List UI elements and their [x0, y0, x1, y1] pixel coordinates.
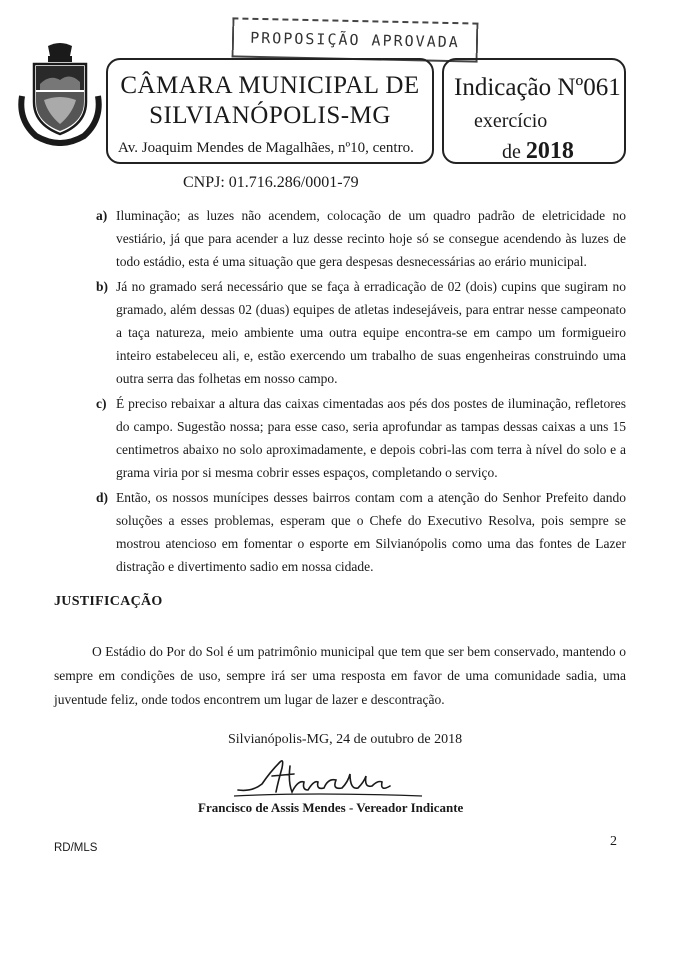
item-letter: a)	[96, 208, 108, 223]
item-letter: b)	[96, 279, 109, 294]
chamber-title-line2: SILVIANÓPOLIS-MG	[149, 102, 391, 129]
signer-name: Francisco de Assis Mendes - Vereador Indicante	[198, 800, 464, 815]
chamber-address: Av. Joaquim Mendes de Magalhães, nº10, centro.	[118, 140, 414, 156]
handwritten-signature	[232, 752, 442, 802]
chamber-title-line1: CÂMARA MUNICIPAL DE	[120, 72, 420, 99]
exercise-label: exercício	[474, 110, 548, 132]
indication-box	[442, 58, 626, 164]
indication-number: Indicação Nº061	[454, 74, 621, 101]
list-item	[96, 486, 626, 578]
item-letter: d)	[96, 490, 109, 505]
justification-text: O Estádio do Por do Sol é um patrimônio municipal que tem que ser bem conservado, mantendo o sempre em condições de uso, sempre irá ser uma resposta em favor de uma comunidade sadia, uma juventude feliz, onde todos encontrem um lugar de lazer e descontração.	[54, 644, 626, 707]
municipal-crest-logo	[14, 40, 106, 146]
place-and-date: Silvianópolis-MG, 24 de outubro de 2018	[228, 732, 463, 747]
approval-stamp: PROPOSIÇÃO APROVADA	[232, 17, 479, 62]
justification-heading: JUSTIFICAÇÃO	[54, 594, 163, 609]
item-text: Já no gramado será necessário que se faça à erradicação de 02 (dois) cupins que sugiram no gramado, além dessas 02 (duas) equipes de atletas indesejáveis, para entrar nesse campeonato a taça natureza, meio ambiente uma outra equipe encontra-se em campo um formigueiro inteiro estabeleceu ali, e, estão exercendo um trabalho de suas engenheiras construindo uma outra serra das folhetas em nosso campo.	[116, 279, 626, 386]
item-letter: c)	[96, 396, 107, 411]
request-items-list	[96, 204, 626, 580]
item-text: Então, os nossos munícipes desses bairros contam com a atenção do Senhor Prefeito dando soluções a esses problemas, esperam que o Chefe do Executivo Resolva, pois sempre se mostrou atencioso em fomentar o esporte em Silvianópolis como uma das fontes de Lazer distração e divertimento sadio em nossa cidade.	[116, 490, 626, 574]
page-number: 2	[610, 834, 617, 849]
cnpj-number: CNPJ: 01.716.286/0001-79	[183, 174, 359, 191]
year-prefix: de	[502, 141, 521, 163]
list-item	[96, 275, 626, 390]
item-text: É preciso rebaixar a altura das caixas cimentadas aos pés dos postes de iluminação, refletores do campo. Sugestão nossa; para esse caso, seria aprofundar as tampas dessas caixas a uns 15 centimetros abaixo no solo aproximadamente, e depois cobri-las com terra à nível do solo e a grama viria por si mesma cobrir esses espaços, completando o serviço.	[116, 396, 626, 480]
list-item	[96, 392, 626, 484]
chamber-header-box	[106, 58, 434, 164]
item-text: Iluminação; as luzes não acendem, colocação de um quadro padrão de eletricidade no vestiário, já que para acender a luz desse recinto hoje só se consegue acendendo às luzes de todo estádio, esta é uma situação que gera despesas desnecessárias ao erário municipal.	[116, 208, 626, 269]
document-initials: RD/MLS	[54, 842, 98, 854]
list-item	[96, 204, 626, 273]
exercise-year-line	[502, 138, 574, 165]
exercise-year: 2018	[525, 138, 574, 164]
